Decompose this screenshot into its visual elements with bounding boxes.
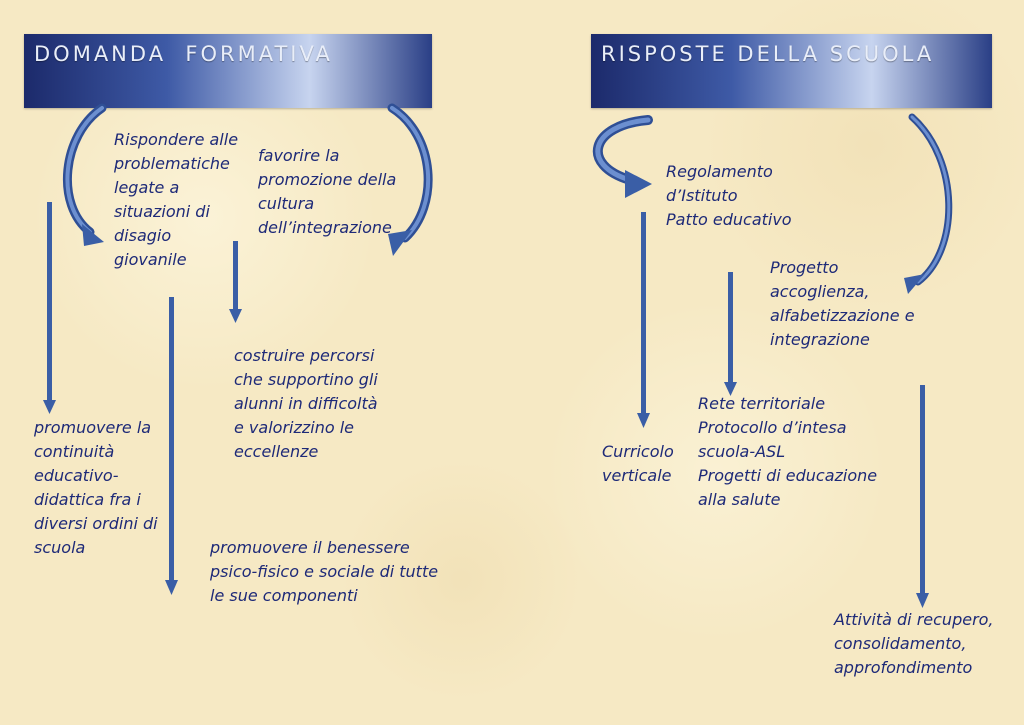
down-arrow-continuita — [43, 202, 56, 414]
text-progetto: Progetto accoglienza, alfabetizzazione e integrazione — [770, 258, 915, 349]
risposte-scuola-title: RISPOSTE DELLA SCUOLA — [601, 42, 935, 66]
down-arrow-curricolo — [637, 212, 650, 428]
text-rispondere: Rispondere alle problematiche legate a situazioni di disagio giovanile — [114, 130, 239, 269]
text-favorire: favorire la promozione della cultura dell’integrazione — [258, 146, 397, 237]
text-rete: Rete territoriale Protocollo d’intesa scuola-ASL Progetti di educazione alla salute — [698, 394, 878, 509]
text-costruire: costruire percorsi che supportino gli alunni in difficoltà e valorizzino le eccellenze — [234, 346, 378, 461]
text-promuovere-benessere: promuovere il benessere psico-fisico e sociale di tutte le sue componenti — [210, 538, 439, 605]
down-arrow-attivita — [916, 385, 929, 608]
text-promuovere-continuita: promuovere la continuità educativo- didattica fra i diversi ordini di scuola — [34, 418, 158, 557]
text-curricolo: Curricolo verticale — [602, 442, 674, 485]
curved-arrow-regolamento — [598, 120, 652, 198]
text-regolamento: Regolamento d’Istituto Patto educativo — [666, 162, 792, 229]
down-arrow-benessere — [165, 297, 178, 595]
domanda-formativa-title: DOMANDA FORMATIVA — [34, 42, 333, 66]
curved-arrow-rispondere — [67, 108, 104, 246]
text-attivita: Attività di recupero, consolidamento, approfondimento — [834, 610, 994, 677]
down-arrow-rete — [724, 272, 737, 396]
